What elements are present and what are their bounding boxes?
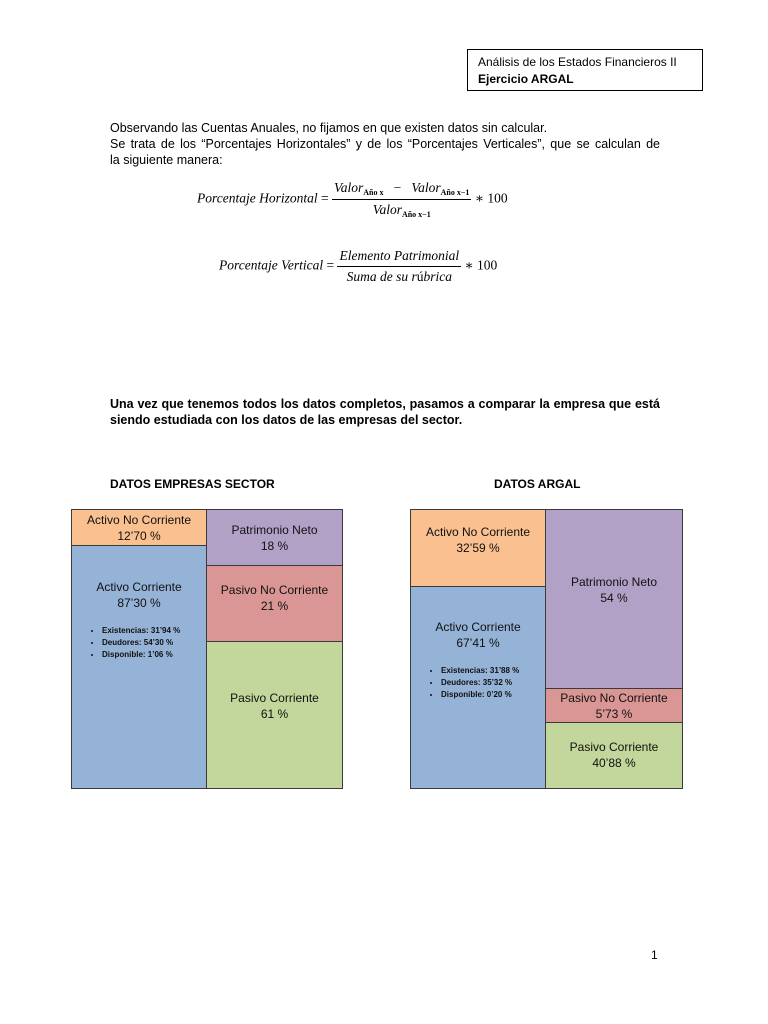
formula-horizontal-equals: = [321,190,329,206]
block-label: Activo Corriente [96,580,182,594]
formula-vertical [219,248,497,285]
page-number: 1 [651,948,658,962]
document-header [467,49,703,91]
block-label: Activo No Corriente [86,513,192,527]
breakdown-item: • Disponible: 0’20 % [441,689,545,701]
denominator-part-c: brica [423,269,452,284]
balance-chart-sector [71,509,343,789]
block-value: 18 % [260,539,289,553]
header-subtitle: Ejercicio ARGAL [478,72,574,86]
formula-horizontal-lhs: Porcentaje Horizontal [197,190,318,206]
breakdown-item: • Deudores: 54’30 % [102,637,206,649]
block-pasivo-no-corriente [545,688,683,723]
block-value: 21 % [260,599,289,613]
block-label: Activo Corriente [435,620,521,634]
formula-vertical-equals: = [326,257,335,273]
denominator-part-a: Suma de su r [346,269,417,284]
formula-vertical-lhs: Porcentaje Vertical [219,257,324,273]
comparison-line-2: siendo estudiada con los datos de las empresas del sector. [110,413,463,427]
activo-corriente-breakdown [72,625,206,661]
numerator-value-b: Valor [411,180,441,195]
denominator-value: Valor [372,202,402,217]
breakdown-item: • Existencias: 31’88 % [441,665,545,677]
minus-sign: − [393,180,402,195]
formula-vertical-denominator [337,267,461,285]
block-activo-no-corriente [410,509,546,587]
intro-line-1: Observando las Cuentas Anuales, no fijamos en que existen datos sin calcular. [110,121,548,135]
formula-horizontal-denominator [332,200,471,219]
denominator-sub: Año x−1 [401,210,431,219]
block-value: 61 % [260,707,289,721]
block-activo-corriente [410,586,546,789]
block-label: Pasivo Corriente [230,691,319,705]
denominator-part-b: ú [416,269,424,284]
block-value: 32’59 % [456,541,500,555]
block-patrimonio-neto [545,509,683,689]
block-label: Activo No Corriente [425,525,531,539]
breakdown-item: • Deudores: 35’32 % [441,677,545,689]
formula-vertical-numerator: Elemento Patrimonial [337,248,461,267]
block-label: Pasivo No Corriente [220,583,329,597]
block-value: 5’73 % [595,707,633,721]
block-pasivo-corriente [545,722,683,789]
numerator-sub-a: Año x [363,188,384,197]
intro-paragraph [110,120,660,168]
block-patrimonio-neto [206,509,343,566]
block-value: 67’41 % [456,636,500,650]
block-pasivo-corriente [206,641,343,789]
formula-vertical-fraction [337,248,461,285]
formula-horizontal [197,180,508,219]
breakdown-item: • Disponible: 1’06 % [102,649,206,661]
block-label: Pasivo Corriente [569,740,659,754]
block-value: 87’30 % [117,596,161,610]
formula-horizontal-fraction [332,180,471,219]
block-pasivo-no-corriente [206,565,343,642]
formula-horizontal-times: ∗ [474,190,484,206]
block-activo-corriente [71,545,207,789]
comparison-line-1: Una vez que tenemos todos los datos completos, pasamos a comparar la empresa que está [110,397,660,411]
block-activo-no-corriente [71,509,207,546]
intro-line-2: Se trata de los “Porcentajes Horizontales” y de los “Porcentajes Verticales”, que se calculan de [110,137,660,151]
block-label: Patrimonio Neto [570,575,658,589]
block-value: 54 % [600,591,628,605]
block-label: Pasivo No Corriente [560,691,668,705]
chart-title-sector: DATOS EMPRESAS SECTOR [110,477,275,491]
block-label: Patrimonio Neto [231,523,318,537]
formula-horizontal-numerator [332,180,471,200]
balance-chart-argal [410,509,683,789]
numerator-value-a: Valor [334,180,364,195]
comparison-paragraph [110,396,660,428]
activo-corriente-breakdown [411,665,545,701]
numerator-sub-b: Año x−1 [440,188,470,197]
breakdown-item: • Existencias: 31’94 % [102,625,206,637]
block-value: 12’70 % [117,529,161,543]
formula-vertical-times: ∗ [464,257,474,273]
formula-vertical-factor: 100 [477,257,498,273]
formula-horizontal-factor: 100 [487,190,508,206]
header-title: Análisis de los Estados Financieros II [478,55,677,69]
chart-title-argal: DATOS ARGAL [494,477,581,491]
block-value: 40’88 % [592,756,636,770]
intro-line-3: la siguiente manera: [110,153,223,167]
